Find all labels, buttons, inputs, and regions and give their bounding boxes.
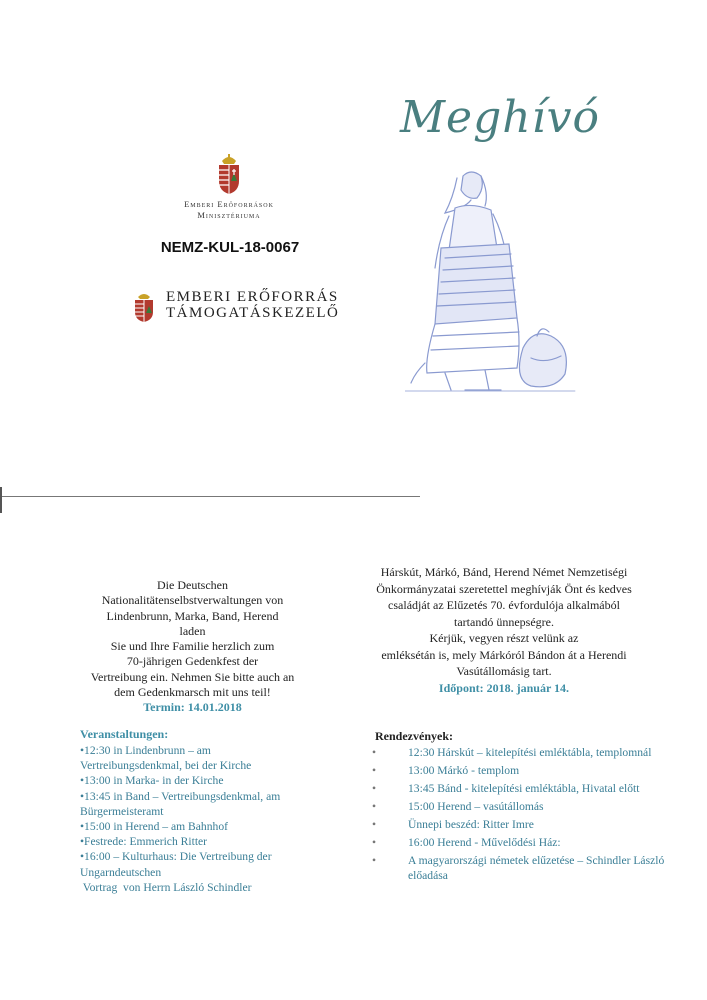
hu-event-text: A magyarországi németek elűzetése – Schindler László előadása [408, 854, 665, 882]
list-item [372, 763, 672, 778]
list-item: •15:00 in Herend – am Bahnhof [80, 820, 228, 834]
de-intro-line: Die Deutschen [157, 578, 228, 592]
hu-event-text: 16:00 Herend - Művelődési Ház: [408, 836, 561, 849]
hu-intro-line: családját az Elűzetés 70. évfordulója alkalmából [388, 598, 620, 612]
list-item: •16:00 – Kulturhaus: Die Vertreibung der [80, 850, 272, 864]
list-item: Ungarndeutschen [80, 865, 162, 879]
hungarian-invitation-text [358, 564, 650, 696]
list-item [372, 781, 672, 796]
fold-line [0, 496, 420, 497]
hu-event-text: 15:00 Herend – vasútállomás [408, 800, 544, 813]
hu-intro-line: Kérjük, vegyen részt velünk az [429, 631, 579, 645]
grant-code: NEMZ-KUL-18-0067 [160, 239, 300, 256]
de-date: Termin: 14.01.2018 [143, 700, 242, 715]
list-item: •13:00 in Marka- in der Kirche [80, 774, 224, 788]
support-agency-crest-icon [133, 291, 155, 323]
list-item [372, 817, 672, 832]
hu-intro-line: Önkormányzatai szeretettel meghívják Önt és kedves [376, 581, 632, 596]
bullet-icon: • [372, 854, 377, 867]
hu-event-text: 13:00 Márkó - templom [408, 764, 520, 777]
de-intro-line: Vertreibung ein. Nehmen Sie bitte auch an [90, 669, 295, 684]
agency-name-line-1: EMBERI ERŐFORRÁS [166, 289, 339, 305]
fold-mark [0, 487, 2, 513]
hu-events-heading: Rendezvények: [375, 729, 453, 743]
de-intro-line: Lindenbrunn, Marka, Band, Herend [106, 608, 279, 623]
de-events-list [80, 743, 320, 895]
list-item: •Festrede: Emmerich Ritter [80, 835, 208, 849]
ministry-line-2: Minisztériuma [197, 210, 261, 220]
list-item: Bürgermeisteramt [80, 804, 164, 818]
list-item: •12:30 in Lindenbrunn – am [80, 744, 211, 757]
woman-sketch-illustration [405, 168, 580, 393]
de-intro-line: dem Gedenkmarsch mit uns teil! [114, 685, 271, 700]
hu-intro-line: tartandó ünnepségre. [454, 614, 554, 629]
bullet-icon: • [372, 764, 377, 777]
hu-event-text: Ünnepi beszéd: Ritter Imre [408, 818, 534, 831]
bullet-icon: • [372, 836, 377, 849]
bullet-icon: • [372, 746, 377, 759]
hu-events-list [372, 745, 672, 886]
hungarian-coat-of-arms-icon [216, 153, 242, 195]
list-item [372, 853, 672, 883]
de-intro-line: laden [179, 623, 206, 638]
hu-event-text: 13:45 Bánd - kitelepítési emléktábla, Hivatal előtt [408, 782, 640, 795]
hu-date: Időpont: 2018. január 14. [438, 680, 570, 695]
list-item [372, 745, 672, 760]
bullet-icon: • [372, 800, 377, 813]
list-item: Vertreibungsdenkmal, bei der Kirche [80, 759, 252, 773]
invitation-title: Meghívó [400, 92, 601, 143]
list-item: •13:45 in Band – Vertreibungsdenkmal, am [80, 789, 281, 803]
list-item [372, 835, 672, 850]
de-events-heading: Veranstaltungen: [80, 727, 169, 741]
list-item: Vortrag von Herrn László Schindler [80, 880, 252, 894]
german-invitation-text [70, 578, 315, 716]
agency-name-line-2: TÁMOGATÁSKEZELŐ [166, 305, 340, 321]
bullet-icon: • [372, 782, 377, 795]
de-intro-line: 70-jährigen Gedenkfest der [126, 654, 259, 669]
list-item [372, 799, 672, 814]
hu-intro-line: Hárskút, Márkó, Bánd, Herend Német Nemzetiségi [380, 565, 628, 579]
de-intro-line: Nationalitätenselbstverwaltungen von [101, 593, 284, 608]
de-intro-line: Sie und Ihre Familie herzlich zum [110, 639, 275, 654]
bullet-icon: • [372, 818, 377, 831]
ministry-line-1: Emberi Erőforrások [184, 199, 274, 209]
ministry-name [150, 199, 308, 221]
hu-intro-line: Vasútállomásig tart. [456, 664, 552, 678]
hu-intro-line: emléksétán is, mely Márkóról Bándon át a Herendi [381, 647, 627, 662]
hu-event-text: 12:30 Hárskút – kitelepítési emléktábla, templomnál [408, 746, 652, 759]
